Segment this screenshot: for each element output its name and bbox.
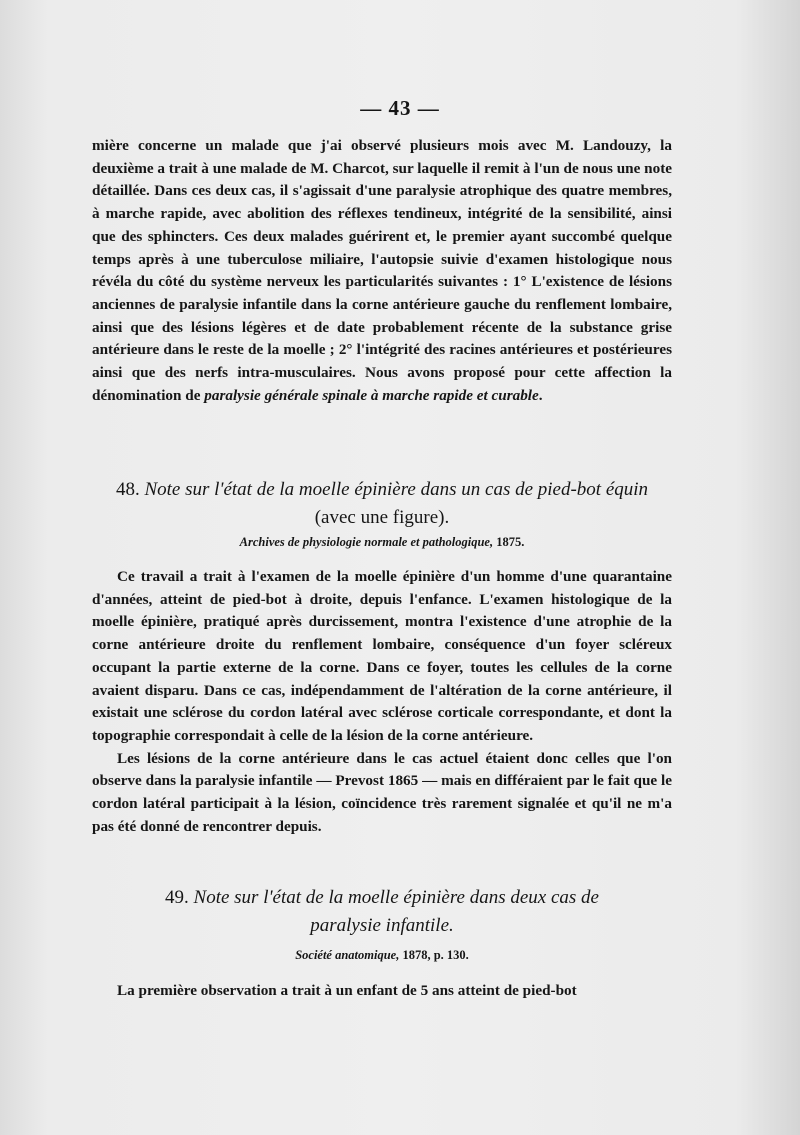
section-48-year: 1875. xyxy=(496,535,525,549)
intro-text-end: . xyxy=(538,386,543,404)
section-49-year-page: 1878, p. 130. xyxy=(402,948,469,962)
section-49-title-line-2: paralysie infantile. xyxy=(310,915,454,936)
section-49-title-line-1: Note sur l'état de la moelle épinière dans deux cas de xyxy=(193,887,599,908)
section-49-body xyxy=(92,980,672,1003)
section-48-paragraph-2: Les lésions de la corne antérieure dans le cas actuel étaient donc celles que l'on observe dans la paralysie infantile — Prevost 1865 — mais en différaient par le fait que le cordon latéral participait à la lésion, coïncidence très rarement signalée et qu'il ne m'a pas été donné de rencontrer depuis. xyxy=(92,749,672,835)
section-48-heading xyxy=(92,476,672,532)
section-49-paragraph-1: La première observation a trait à un enfant de 5 ans atteint de pied-bot xyxy=(117,982,577,999)
intro-paragraph xyxy=(92,135,672,407)
section-48-title: Note sur l'état de la moelle épinière dans un cas de pied-bot équin xyxy=(144,479,649,500)
section-49-heading xyxy=(92,884,672,940)
section-48-source xyxy=(92,535,672,550)
section-48-subtitle: (avec une figure). xyxy=(314,507,450,528)
section-48-paragraph-1: Ce travail a trait à l'examen de la moelle épinière d'un homme d'une quarantaine d'années, atteint de pied-bot à droite, depuis l'enfance. L'examen histologique de la moelle épinière, pratiqué après durcissement, montra l'existence d'une atrophie de la corne antérieure droite du renflement lombaire, conséquence d'un foyer scléreux occupant la partie externe de la corne. Dans ce foyer, toutes les cellules de la corne avaient disparu. Dans ce cas, indépendamment de l'altération de la corne antérieure, il existait une sclérose du cordon latéral avec sclérose corticale correspondante, et dont la topographie correspondait à celle de la lésion de la corne antérieure. xyxy=(92,568,672,744)
section-48-number: 48. xyxy=(115,479,140,500)
section-49-source xyxy=(92,948,672,963)
section-49-number: 49. xyxy=(165,887,189,908)
section-48-body xyxy=(92,566,672,838)
page-number: — 43 — xyxy=(360,96,440,120)
section-49-journal: Société anatomique, xyxy=(295,948,400,962)
intro-italic-term: paralysie générale spinale à marche rapide et curable xyxy=(204,386,539,404)
section-48-journal: Archives de physiologie normale et pathologique, xyxy=(239,535,494,549)
intro-text-start: mière concerne un malade que j'ai observé plusieurs mois avec M. Landouzy, la deuxième a trait à une malade de M. Charcot, sur laquelle il remit à l'un de nous une note détaillée. Dans ces deux cas, il s'agissait d'une paralysie atrophique des quatre membres, à marche rapide, avec abolition des réflexes tendineux, intégrité de la sensibilité, ainsi que des sphincters. Ces deux malades guérirent et, le premier ayant succombé quelque temps après à une tuberculose miliaire, l'autopsie suivie d'examen histologique nous révéla du côté du système nerveux les particularités suivantes : 1° L'existence de lésions anciennes de paralysie infantile dans la corne antérieure gauche du renflement lombaire, ainsi que des lésions légères et de date probablement récente de la substance grise antérieure dans le reste de la moelle ; 2° l'intégrité des racines antérieures et postérieures ainsi que des nerfs intra-musculaires. Nous avons proposé pour cette affection la dénomination de xyxy=(92,137,672,404)
